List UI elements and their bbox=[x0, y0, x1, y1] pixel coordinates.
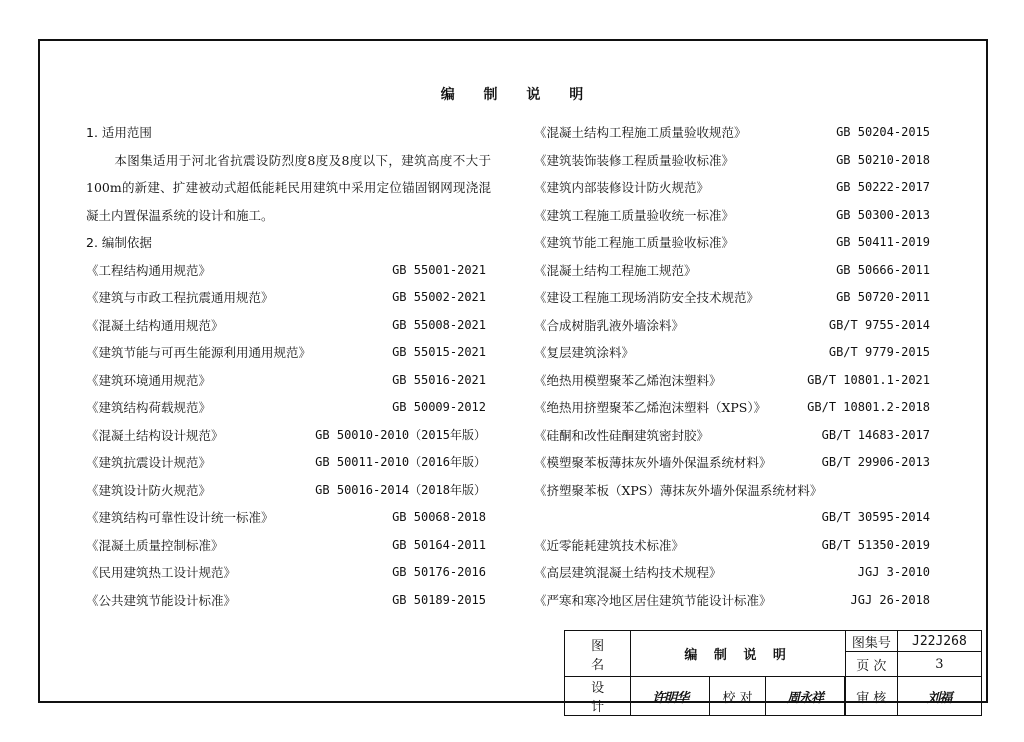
standard-code: GB 50164-2011 bbox=[392, 537, 486, 552]
standard-row bbox=[86, 422, 486, 450]
standard-row bbox=[86, 284, 486, 312]
standard-name: 《合成树脂乳液外墙涂料》 bbox=[534, 317, 685, 333]
standard-name: 《建筑设计防火规范》 bbox=[86, 482, 212, 498]
standard-row bbox=[534, 312, 930, 340]
standard-row bbox=[86, 257, 486, 285]
standard-row bbox=[86, 449, 486, 477]
standard-name: 《建筑装饰装修工程质量验收标准》 bbox=[534, 152, 735, 168]
standard-name: 《建筑抗震设计规范》 bbox=[86, 455, 212, 470]
standard-row bbox=[86, 477, 486, 505]
standard-code: GB/T 10801.1-2021 bbox=[807, 372, 930, 387]
standard-row bbox=[534, 147, 930, 175]
review-label: 审 核 bbox=[845, 677, 897, 716]
right-standards-list bbox=[534, 119, 930, 614]
standard-name: 《混凝土结构通用规范》 bbox=[86, 317, 224, 333]
standard-code: GB 50411-2019 bbox=[836, 235, 930, 249]
right-column bbox=[534, 119, 930, 614]
standard-code: GB/T 9779-2015 bbox=[828, 345, 930, 359]
standard-name: 《建筑环境通用规范》 bbox=[86, 372, 212, 388]
standard-row bbox=[534, 119, 930, 147]
design-label: 设 计 bbox=[565, 677, 631, 716]
standard-row bbox=[86, 339, 486, 367]
atlas-no-label: 图集号 bbox=[845, 631, 897, 652]
standard-name: 《混凝土结构工程施工质量验收规范》 bbox=[534, 125, 747, 140]
standard-row bbox=[534, 532, 930, 560]
check-label: 校 对 bbox=[710, 677, 766, 716]
standard-code: GB 50009-2012 bbox=[392, 400, 486, 414]
standard-code: GB 55008-2021 bbox=[392, 317, 486, 332]
drawing-name: 编 制 说 明 bbox=[631, 631, 846, 677]
standard-code: GB 50016-2014（2018年版） bbox=[315, 482, 486, 497]
standard-row bbox=[534, 422, 930, 450]
standard-row bbox=[534, 284, 930, 312]
standard-name: 《工程结构通用规范》 bbox=[86, 262, 212, 278]
standard-name: 《民用建筑热工设计规范》 bbox=[86, 565, 237, 580]
scope-paragraph-text: 本图集适用于河北省抗震设防烈度8度及8度以下，建筑高度不大于100m的新建、扩建被动式超低能耗民用建筑中采用定位锚固钢网现浇混凝土内置保温系统的设计和施工。 bbox=[86, 152, 491, 223]
standard-name: 《建筑节能工程施工质量验收标准》 bbox=[534, 235, 735, 250]
standard-name: 《混凝土结构工程施工规范》 bbox=[534, 262, 697, 278]
standard-name: 《建筑结构可靠性设计统一标准》 bbox=[86, 510, 274, 525]
standard-name: 《建筑节能与可再生能源利用通用规范》 bbox=[86, 345, 312, 360]
standard-name: 《建筑工程施工质量验收统一标准》 bbox=[534, 207, 735, 223]
standard-code: GB/T 30595-2014 bbox=[821, 510, 930, 524]
standard-code: GB 50300-2013 bbox=[836, 207, 930, 222]
standard-name: 《混凝土质量控制标准》 bbox=[86, 537, 224, 553]
standard-name: 《建筑结构荷载规范》 bbox=[86, 400, 212, 415]
standard-row bbox=[534, 504, 930, 532]
drawing-name-label: 图 名 bbox=[565, 631, 631, 677]
standard-row bbox=[86, 312, 486, 340]
standard-code: GB 50010-2010（2015年版） bbox=[315, 427, 486, 442]
left-standards-list bbox=[86, 257, 486, 615]
standard-name: 《建筑内部装修设计防火规范》 bbox=[534, 180, 710, 195]
standard-name: 《高层建筑混凝土结构技术规程》 bbox=[534, 565, 722, 580]
standard-code: GB 50720-2011 bbox=[836, 290, 930, 304]
section-heading-scope: 1. 适用范围 bbox=[86, 125, 152, 140]
standard-name: 《模塑聚苯板薄抹灰外墙外保温系统材料》 bbox=[534, 455, 772, 470]
standard-code: GB 55002-2021 bbox=[392, 290, 486, 304]
page-title: 编 制 说 明 bbox=[440, 87, 596, 103]
standard-name: 《建设工程施工现场消防安全技术规范》 bbox=[534, 290, 760, 305]
standard-code: GB 50666-2011 bbox=[836, 262, 930, 277]
standard-name: 《混凝土结构设计规范》 bbox=[86, 427, 224, 443]
standard-code: GB/T 9755-2014 bbox=[828, 317, 930, 332]
page-no: 3 bbox=[897, 652, 981, 677]
atlas-no: J22J268 bbox=[897, 631, 981, 652]
standard-code: GB 50204-2015 bbox=[836, 125, 930, 139]
standard-name: 《近零能耗建筑技术标准》 bbox=[534, 537, 685, 553]
standard-code: GB 50222-2017 bbox=[836, 180, 930, 194]
standard-name: 《绝热用模塑聚苯乙烯泡沫塑料》 bbox=[534, 372, 722, 388]
standard-code: JGJ 3-2010 bbox=[857, 565, 930, 579]
standard-row bbox=[534, 367, 930, 395]
standard-row bbox=[86, 394, 486, 422]
standard-name: 《绝热用挤塑聚苯乙烯泡沫塑料（XPS）》 bbox=[534, 400, 767, 415]
standard-name: 《严寒和寒冷地区居住建筑节能设计标准》 bbox=[534, 592, 772, 608]
page-label: 页 次 bbox=[845, 652, 897, 677]
title-block bbox=[564, 630, 982, 716]
standard-row bbox=[86, 532, 486, 560]
design-signature: 许明华 bbox=[631, 677, 710, 716]
standard-row bbox=[534, 449, 930, 477]
standard-name: 《建筑与市政工程抗震通用规范》 bbox=[86, 290, 274, 305]
left-column bbox=[86, 119, 491, 614]
standard-row bbox=[534, 202, 930, 230]
check-signature: 周永祥 bbox=[765, 677, 844, 716]
standard-name: 《硅酮和改性硅酮建筑密封胶》 bbox=[534, 427, 710, 443]
standard-code: GB 50011-2010（2016年版） bbox=[315, 455, 486, 469]
standard-row bbox=[86, 587, 486, 615]
standard-row bbox=[534, 339, 930, 367]
standard-code: GB 50210-2018 bbox=[836, 152, 930, 167]
standard-name: 《公共建筑节能设计标准》 bbox=[86, 592, 237, 608]
standard-row bbox=[86, 367, 486, 395]
standard-code: GB/T 14683-2017 bbox=[821, 427, 930, 442]
standard-row bbox=[534, 559, 930, 587]
standard-row bbox=[534, 174, 930, 202]
standard-code: GB 50068-2018 bbox=[392, 510, 486, 524]
section-heading-basis: 2. 编制依据 bbox=[86, 235, 152, 250]
standard-code: GB/T 51350-2019 bbox=[821, 537, 930, 552]
scope-paragraph bbox=[86, 147, 491, 230]
standard-code: GB 50176-2016 bbox=[392, 565, 486, 579]
standard-row bbox=[86, 504, 486, 532]
standard-code: GB 50189-2015 bbox=[392, 592, 486, 607]
standard-row bbox=[534, 587, 930, 615]
standard-row bbox=[534, 394, 930, 422]
standard-code: GB 55015-2021 bbox=[392, 345, 486, 359]
standard-name: 《挤塑聚苯板（XPS）薄抹灰外墙外保温系统材料》 bbox=[534, 482, 823, 498]
standard-code: GB/T 10801.2-2018 bbox=[807, 400, 930, 414]
standard-code: GB 55016-2021 bbox=[392, 372, 486, 387]
review-signature: 刘福 bbox=[897, 677, 981, 716]
standard-row bbox=[534, 477, 930, 505]
standard-row bbox=[534, 257, 930, 285]
standard-row bbox=[86, 559, 486, 587]
standard-code: GB 55001-2021 bbox=[392, 262, 486, 277]
standard-name: 《复层建筑涂料》 bbox=[534, 345, 635, 360]
standard-code: JGJ 26-2018 bbox=[850, 592, 930, 607]
standard-row bbox=[534, 229, 930, 257]
standard-code: GB/T 29906-2013 bbox=[821, 455, 930, 469]
